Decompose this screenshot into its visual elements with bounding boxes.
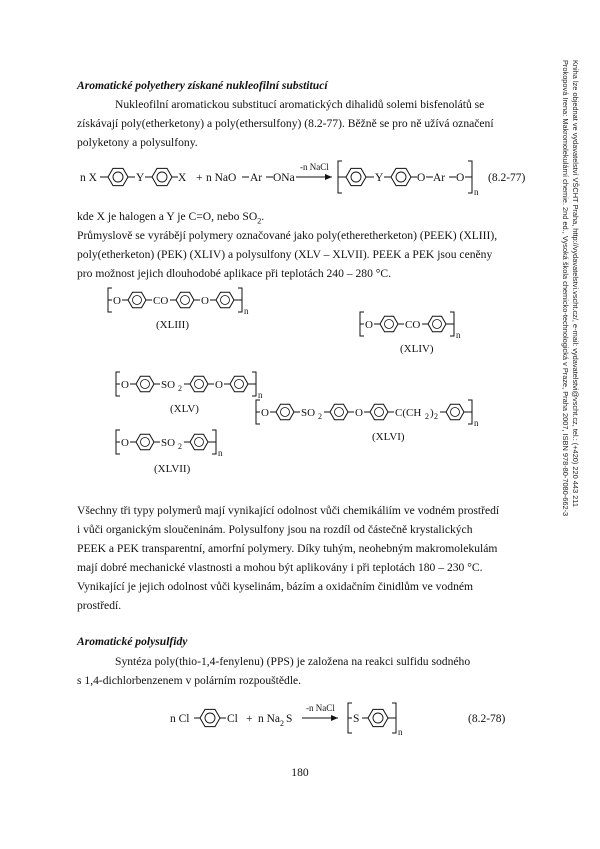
benzene-ring-icon [200,709,220,726]
benzene-ring-icon [368,709,388,726]
svg-text:): ) [430,407,434,419]
structure-xlv [116,372,263,415]
svg-text:O: O [261,407,269,419]
svg-text:CO: CO [153,295,169,307]
svg-text:2: 2 [434,412,438,421]
polymer-structures [100,282,540,500]
paragraph-line: prostředí. [77,599,122,612]
svg-text:(XLIII): (XLIII) [156,319,189,331]
benzene-ring-icon [391,168,411,185]
structure-xlvii [116,430,223,475]
equation-8-2-78 [160,698,550,742]
text-span: . [261,210,265,223]
svg-text:S: S [286,713,293,725]
svg-text:SO: SO [301,407,316,419]
paragraph-line: poly(etherketon) (PEK) (XLIV) a polysulfony (XLV – XLVII). PEEK a PEK jsou ceněny [77,248,493,261]
svg-text:C(CH: C(CH [395,407,422,419]
svg-text:(XLIV): (XLIV) [400,343,434,355]
svg-text:O: O [355,407,363,419]
svg-text:2: 2 [280,719,284,728]
eq-term: Ar [433,172,446,184]
paragraph-line: mají dobré mechanické vlastnosti a mohou být aplikovány i při teplotách 180 – 230 °C. [77,561,483,574]
paragraph-pps [77,652,542,690]
svg-text:Cl: Cl [227,713,238,725]
svg-text:(XLV): (XLV) [170,403,199,415]
subscript: 2 [257,216,262,226]
benzene-ring-icon [108,168,128,185]
eq-subscript: n [474,187,479,197]
svg-text:n: n [258,390,263,400]
structure-xliv [360,312,461,355]
paragraph-line: získávají poly(etherketony) a poly(ethersulfony) (8.2-77). Běžně se pro ně užívá označení [77,117,494,130]
svg-text:O: O [215,379,223,391]
page-number: 180 [291,766,309,779]
svg-text:-n NaCl: -n NaCl [306,703,335,713]
paragraph-line: pro možnost jejich dlouhodobé aplikace při teplotách 240 – 280 °C. [77,267,392,280]
benzene-ring-icon [152,168,172,185]
side-notice-line-1: Prokopová Irena: Makromolekulární chemie. 2nd ed., Vysoká škola chemicko-technologická v Praze, Praha 2007, ISBN 978-80-7080-662-3 [561,60,570,517]
side-notice-line-2: Kniha lze objednat ve vydavatelství VŠCHT Praha, http://vydavatelstvi.vscht.cz/, e-mail: vydavatelstvi@vscht.cz, tel.: (+420) 220 443 211 [571,60,580,507]
paragraph-intro [77,95,542,152]
paragraph-line: Nukleofilní aromatickou substitucí aromatických dihalidů solemi bisfenolátů se [115,98,485,111]
eq-term: Y [375,172,384,184]
svg-text:O: O [365,319,373,331]
eq-term: O [417,172,426,184]
eq-term: Y [136,172,145,184]
structure-xlvi [256,400,479,443]
svg-text:2: 2 [318,412,322,421]
section-heading-polyethers: Aromatické polyethery získané nukleofilní substitucí [77,79,328,92]
structure-xliii [108,288,249,331]
paragraph-line: Syntéza poly(thio-1,4-fenylenu) (PPS) je založena na reakci sulfidu sodného [115,655,471,668]
svg-text:O: O [201,295,209,307]
svg-text:(XLVI): (XLVI) [372,431,405,443]
eq-term: n NaO [206,172,237,184]
eq-condition: -n NaCl [300,162,329,172]
svg-text:O: O [121,437,129,449]
svg-text:SO: SO [161,437,176,449]
side-notice [560,60,600,580]
eq-term: Ar [250,172,263,184]
eq-term: n X [80,172,97,184]
paragraph-line: Průmyslově se vyrábějí polymery označované jako poly(etheretherketon) (PEEK) (XLIII), [77,229,498,242]
svg-text:n Na: n Na [258,713,281,725]
svg-text:2: 2 [178,384,182,393]
svg-text:n Cl: n Cl [170,713,190,725]
svg-text:2: 2 [178,442,182,451]
svg-text:n: n [218,448,223,458]
paragraph-industrial [77,226,542,283]
svg-text:(XLVII): (XLVII) [154,463,191,475]
text-span: kde X je halogen a Y je C=O, nebo SO [77,210,258,223]
benzene-ring-icon [346,168,366,185]
paragraph-line: PEEK a PEK transparentní, amorfní polymery. Díky tuhým, neohebným makromolekulám [77,542,498,555]
paragraph-line: Všechny tři typy polymerů mají vynikající odolnost vůči chemikáliím ve vodném prostředí [77,504,500,517]
svg-text:S: S [353,713,360,725]
eq-term: O [456,172,465,184]
eq-term: X [178,172,187,184]
svg-text:O: O [113,295,121,307]
paragraph-line: Vynikající je jejich odolnost vůči kyselinám, bázím a oxidačním činidlům ve vodném [77,580,474,593]
svg-text:O: O [121,379,129,391]
svg-text:+: + [246,713,253,725]
svg-text:n: n [474,418,479,428]
svg-text:n: n [244,306,249,316]
paragraph-line: s 1,4-dichlorbenzenem v polárním rozpouštědle. [77,674,302,687]
svg-text:SO: SO [161,379,176,391]
equation-number: (8.2-77) [488,172,526,184]
svg-text:n: n [398,727,403,737]
paragraph-line: i vůči organickým sloučeninám. Polysulfony jsou na rozdíl od částečně krystalických [77,523,473,536]
svg-text:n: n [456,330,461,340]
equation-number: (8.2-78) [468,713,506,725]
svg-text:CO: CO [405,319,421,331]
paragraph-line: polyketony a polysulfony. [77,136,198,149]
eq-term: + [196,172,203,184]
svg-text:2: 2 [425,412,429,421]
equation-8-2-77 [70,155,550,201]
paragraph-properties [77,501,542,615]
section-heading-polysulfides: Aromatické polysulfidy [77,635,188,648]
eq-term: ONa [273,172,295,184]
